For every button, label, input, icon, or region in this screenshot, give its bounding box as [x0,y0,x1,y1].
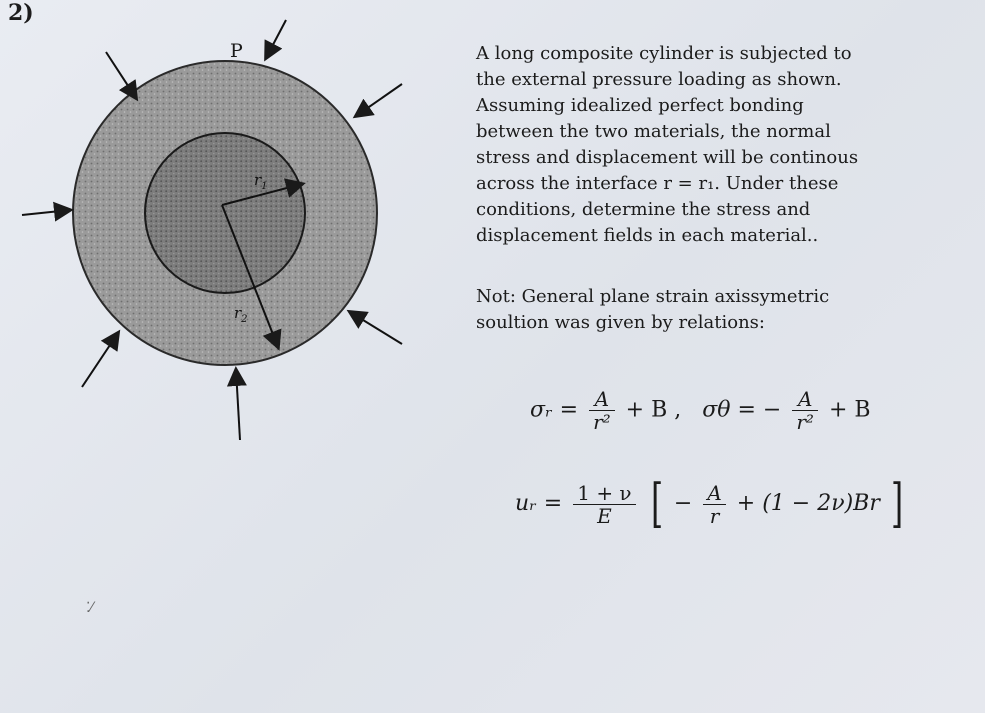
sigma-theta-denominator: r² [796,410,814,434]
sigma-r-lhs: σᵣ = [530,397,579,423]
problem-statement [476,41,916,249]
u-fraction [573,482,635,527]
note-line: soultion was given by relations: [476,312,765,333]
statement-line: the external pressure loading as shown. [476,69,842,90]
sigma-theta-tail: + B [828,397,871,423]
pencil-marks: ⁚⁄ [86,600,93,616]
u-lhs: uᵣ = [515,491,563,516]
u-inner-denominator: r [709,503,720,528]
statement-line: across the interface r = r₁. Under these [476,173,839,194]
statement-line: Assuming idealized perfect bonding [476,95,804,116]
pressure-arrow-lower-right [350,312,402,344]
statement-line: conditions, determine the stress and [476,199,811,220]
statement-line: A long composite cylinder is subjected to [476,43,852,64]
pressure-arrow-lower-left [82,333,118,387]
u-denominator: E [597,503,612,528]
composite-cylinder-diagram [0,0,470,460]
stress-equations [530,388,871,433]
sigma-r-numerator: A [589,388,615,411]
inner-radius-label: $r_1$ [254,171,268,192]
pressure-label: P [230,40,243,62]
displacement-equation [515,474,907,534]
sigma-theta-numerator: A [792,388,818,411]
close-bracket: ] [890,474,904,534]
sigma-theta-fraction [792,388,818,433]
u-numerator: 1 + ν [573,482,635,505]
note [476,284,916,336]
statement-line: displacement fields in each material.. [476,225,819,246]
pressure-arrow-top [266,20,286,58]
open-bracket: [ [650,474,663,534]
statement-line: stress and displacement will be continous [476,147,859,168]
outer-radius-label: $r_2$ [234,304,248,325]
u-minus: − [673,491,693,516]
pressure-arrow-left [22,210,70,215]
statement-line: between the two materials, the normal [476,121,831,142]
pressure-arrow-upper-right [356,84,402,116]
pressure-arrow-upper-left [106,52,136,98]
sigma-r-fraction [589,388,615,433]
sigma-r-tail: + B , [625,397,682,423]
sigma-theta-lhs: σθ = − [702,397,782,423]
sigma-r-denominator: r² [593,410,611,434]
note-line: Not: General plane strain axissymetric [476,286,830,307]
u-inner-numerator: A [703,482,725,505]
problem-number: 2) [8,0,34,26]
pressure-arrow-bottom [236,370,240,440]
u-tail: + (1 − 2ν)Br [736,491,880,516]
u-inner-fraction [703,482,725,527]
